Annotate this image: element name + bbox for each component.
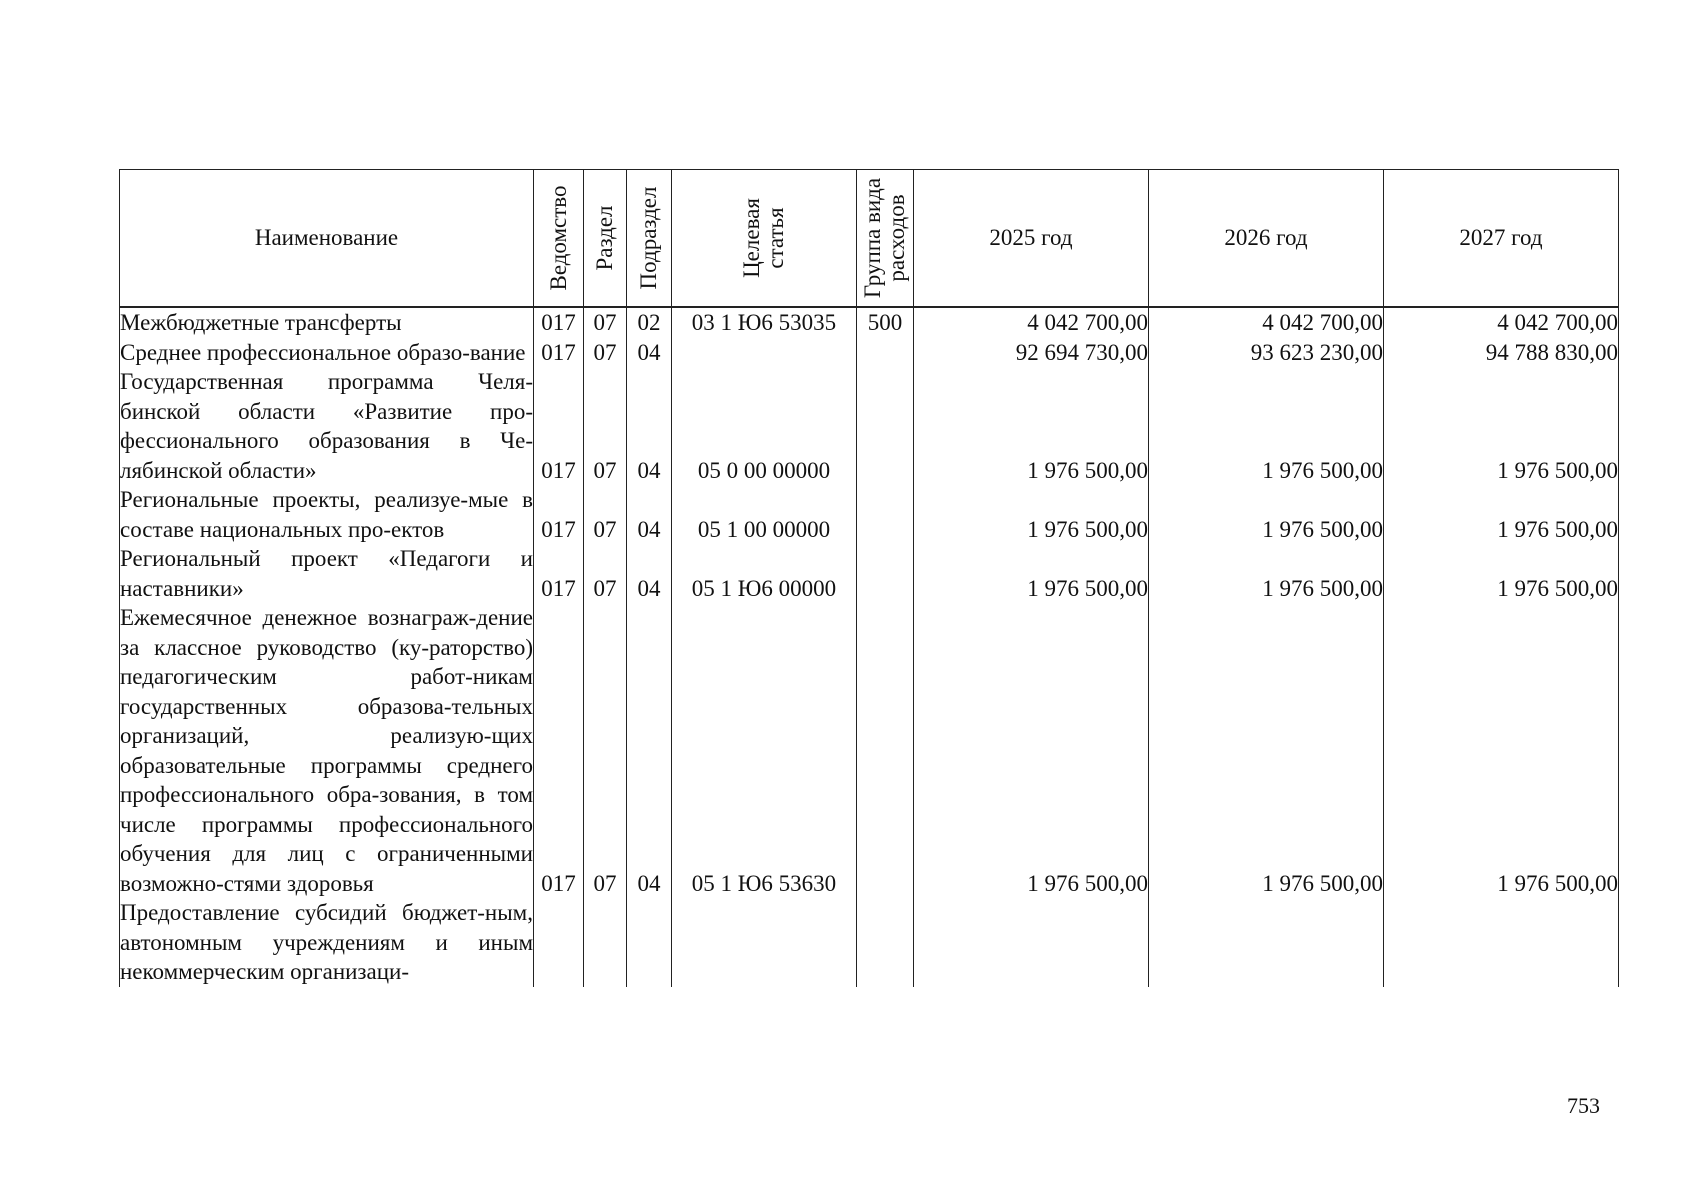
row-name: Региональные проекты, реализуе-мые в составе национальных про-ектов (120, 485, 534, 544)
row-amount-2025 (914, 898, 1149, 987)
row-amount-2026: 1 976 500,00 (1149, 367, 1384, 485)
header-subsection: Подраздел (627, 170, 672, 308)
row-amount-2026: 4 042 700,00 (1149, 307, 1384, 338)
row-subsection (627, 898, 672, 987)
row-amount-2025: 1 976 500,00 (914, 544, 1149, 603)
table-row (120, 367, 1619, 485)
row-department: 017 (534, 485, 584, 544)
row-amount-2026: 1 976 500,00 (1149, 485, 1384, 544)
row-amount-2027: 94 788 830,00 (1384, 338, 1619, 368)
header-year-2027: 2027 год (1384, 170, 1619, 308)
row-target-article: 05 1 Ю6 53630 (672, 603, 857, 898)
row-expense-group: 500 (857, 307, 914, 338)
row-department: 017 (534, 603, 584, 898)
row-section: 07 (584, 307, 627, 338)
row-expense-group (857, 485, 914, 544)
row-section: 07 (584, 603, 627, 898)
row-amount-2027: 4 042 700,00 (1384, 307, 1619, 338)
table-header-row (120, 170, 1619, 308)
row-section: 07 (584, 544, 627, 603)
row-name: Предоставление субсидий бюджет-ным, автономным учреждениям и иным некоммерческим организаци- (120, 898, 534, 987)
row-name: Межбюджетные трансферты (120, 307, 534, 338)
row-target-article: 05 0 00 00000 (672, 367, 857, 485)
row-target-article (672, 898, 857, 987)
row-department: 017 (534, 338, 584, 368)
row-target-article (672, 338, 857, 368)
row-expense-group (857, 898, 914, 987)
row-amount-2027: 1 976 500,00 (1384, 485, 1619, 544)
row-amount-2026: 1 976 500,00 (1149, 603, 1384, 898)
row-name: Государственная программа Челя-бинской области «Развитие про-фессионального образования в Че-лябинской области» (120, 367, 534, 485)
row-section (584, 898, 627, 987)
table-row (120, 485, 1619, 544)
row-target-article: 03 1 Ю6 53035 (672, 307, 857, 338)
header-department: Ведомство (534, 170, 584, 308)
row-subsection: 04 (627, 367, 672, 485)
row-section: 07 (584, 367, 627, 485)
header-year-2025: 2025 год (914, 170, 1149, 308)
row-expense-group (857, 338, 914, 368)
row-subsection: 04 (627, 603, 672, 898)
row-name: Среднее профессиональное образо-вание (120, 338, 534, 368)
row-department: 017 (534, 367, 584, 485)
row-name: Ежемесячное денежное вознаграж-дение за классное руководство (ку-раторство) педагогическим работ-никам государственных образова-тельных организаций, реализую-щих образовательные программы среднего профессионального обра-зования, в том числе программы профессионального обучения для лиц с ограниченными возможно-стями здоровья (120, 603, 534, 898)
row-amount-2026: 93 623 230,00 (1149, 338, 1384, 368)
table-row (120, 544, 1619, 603)
row-amount-2025: 1 976 500,00 (914, 367, 1149, 485)
row-department (534, 898, 584, 987)
row-amount-2027: 1 976 500,00 (1384, 367, 1619, 485)
row-target-article: 05 1 Ю6 00000 (672, 544, 857, 603)
row-department: 017 (534, 544, 584, 603)
row-amount-2025: 4 042 700,00 (914, 307, 1149, 338)
row-amount-2027 (1384, 898, 1619, 987)
row-expense-group (857, 544, 914, 603)
header-expense-group: Группа вида расходов (857, 170, 914, 308)
table-row (120, 603, 1619, 898)
table-row (120, 338, 1619, 368)
header-name: Наименование (120, 170, 534, 308)
header-year-2026: 2026 год (1149, 170, 1384, 308)
row-expense-group (857, 367, 914, 485)
row-target-article: 05 1 00 00000 (672, 485, 857, 544)
row-subsection: 02 (627, 307, 672, 338)
table-row (120, 307, 1619, 338)
header-target-article: Целевая статья (672, 170, 857, 308)
row-amount-2027: 1 976 500,00 (1384, 603, 1619, 898)
budget-table (119, 169, 1619, 987)
row-section: 07 (584, 485, 627, 544)
row-amount-2026: 1 976 500,00 (1149, 544, 1384, 603)
row-amount-2027: 1 976 500,00 (1384, 544, 1619, 603)
row-subsection: 04 (627, 338, 672, 368)
row-name: Региональный проект «Педагоги и наставники» (120, 544, 534, 603)
row-section: 07 (584, 338, 627, 368)
row-subsection: 04 (627, 485, 672, 544)
header-section: Раздел (584, 170, 627, 308)
row-department: 017 (534, 307, 584, 338)
row-subsection: 04 (627, 544, 672, 603)
row-amount-2025: 92 694 730,00 (914, 338, 1149, 368)
row-amount-2025: 1 976 500,00 (914, 485, 1149, 544)
table-row (120, 898, 1619, 987)
row-amount-2025: 1 976 500,00 (914, 603, 1149, 898)
row-amount-2026 (1149, 898, 1384, 987)
row-expense-group (857, 603, 914, 898)
page-number: 753 (1567, 1093, 1600, 1118)
